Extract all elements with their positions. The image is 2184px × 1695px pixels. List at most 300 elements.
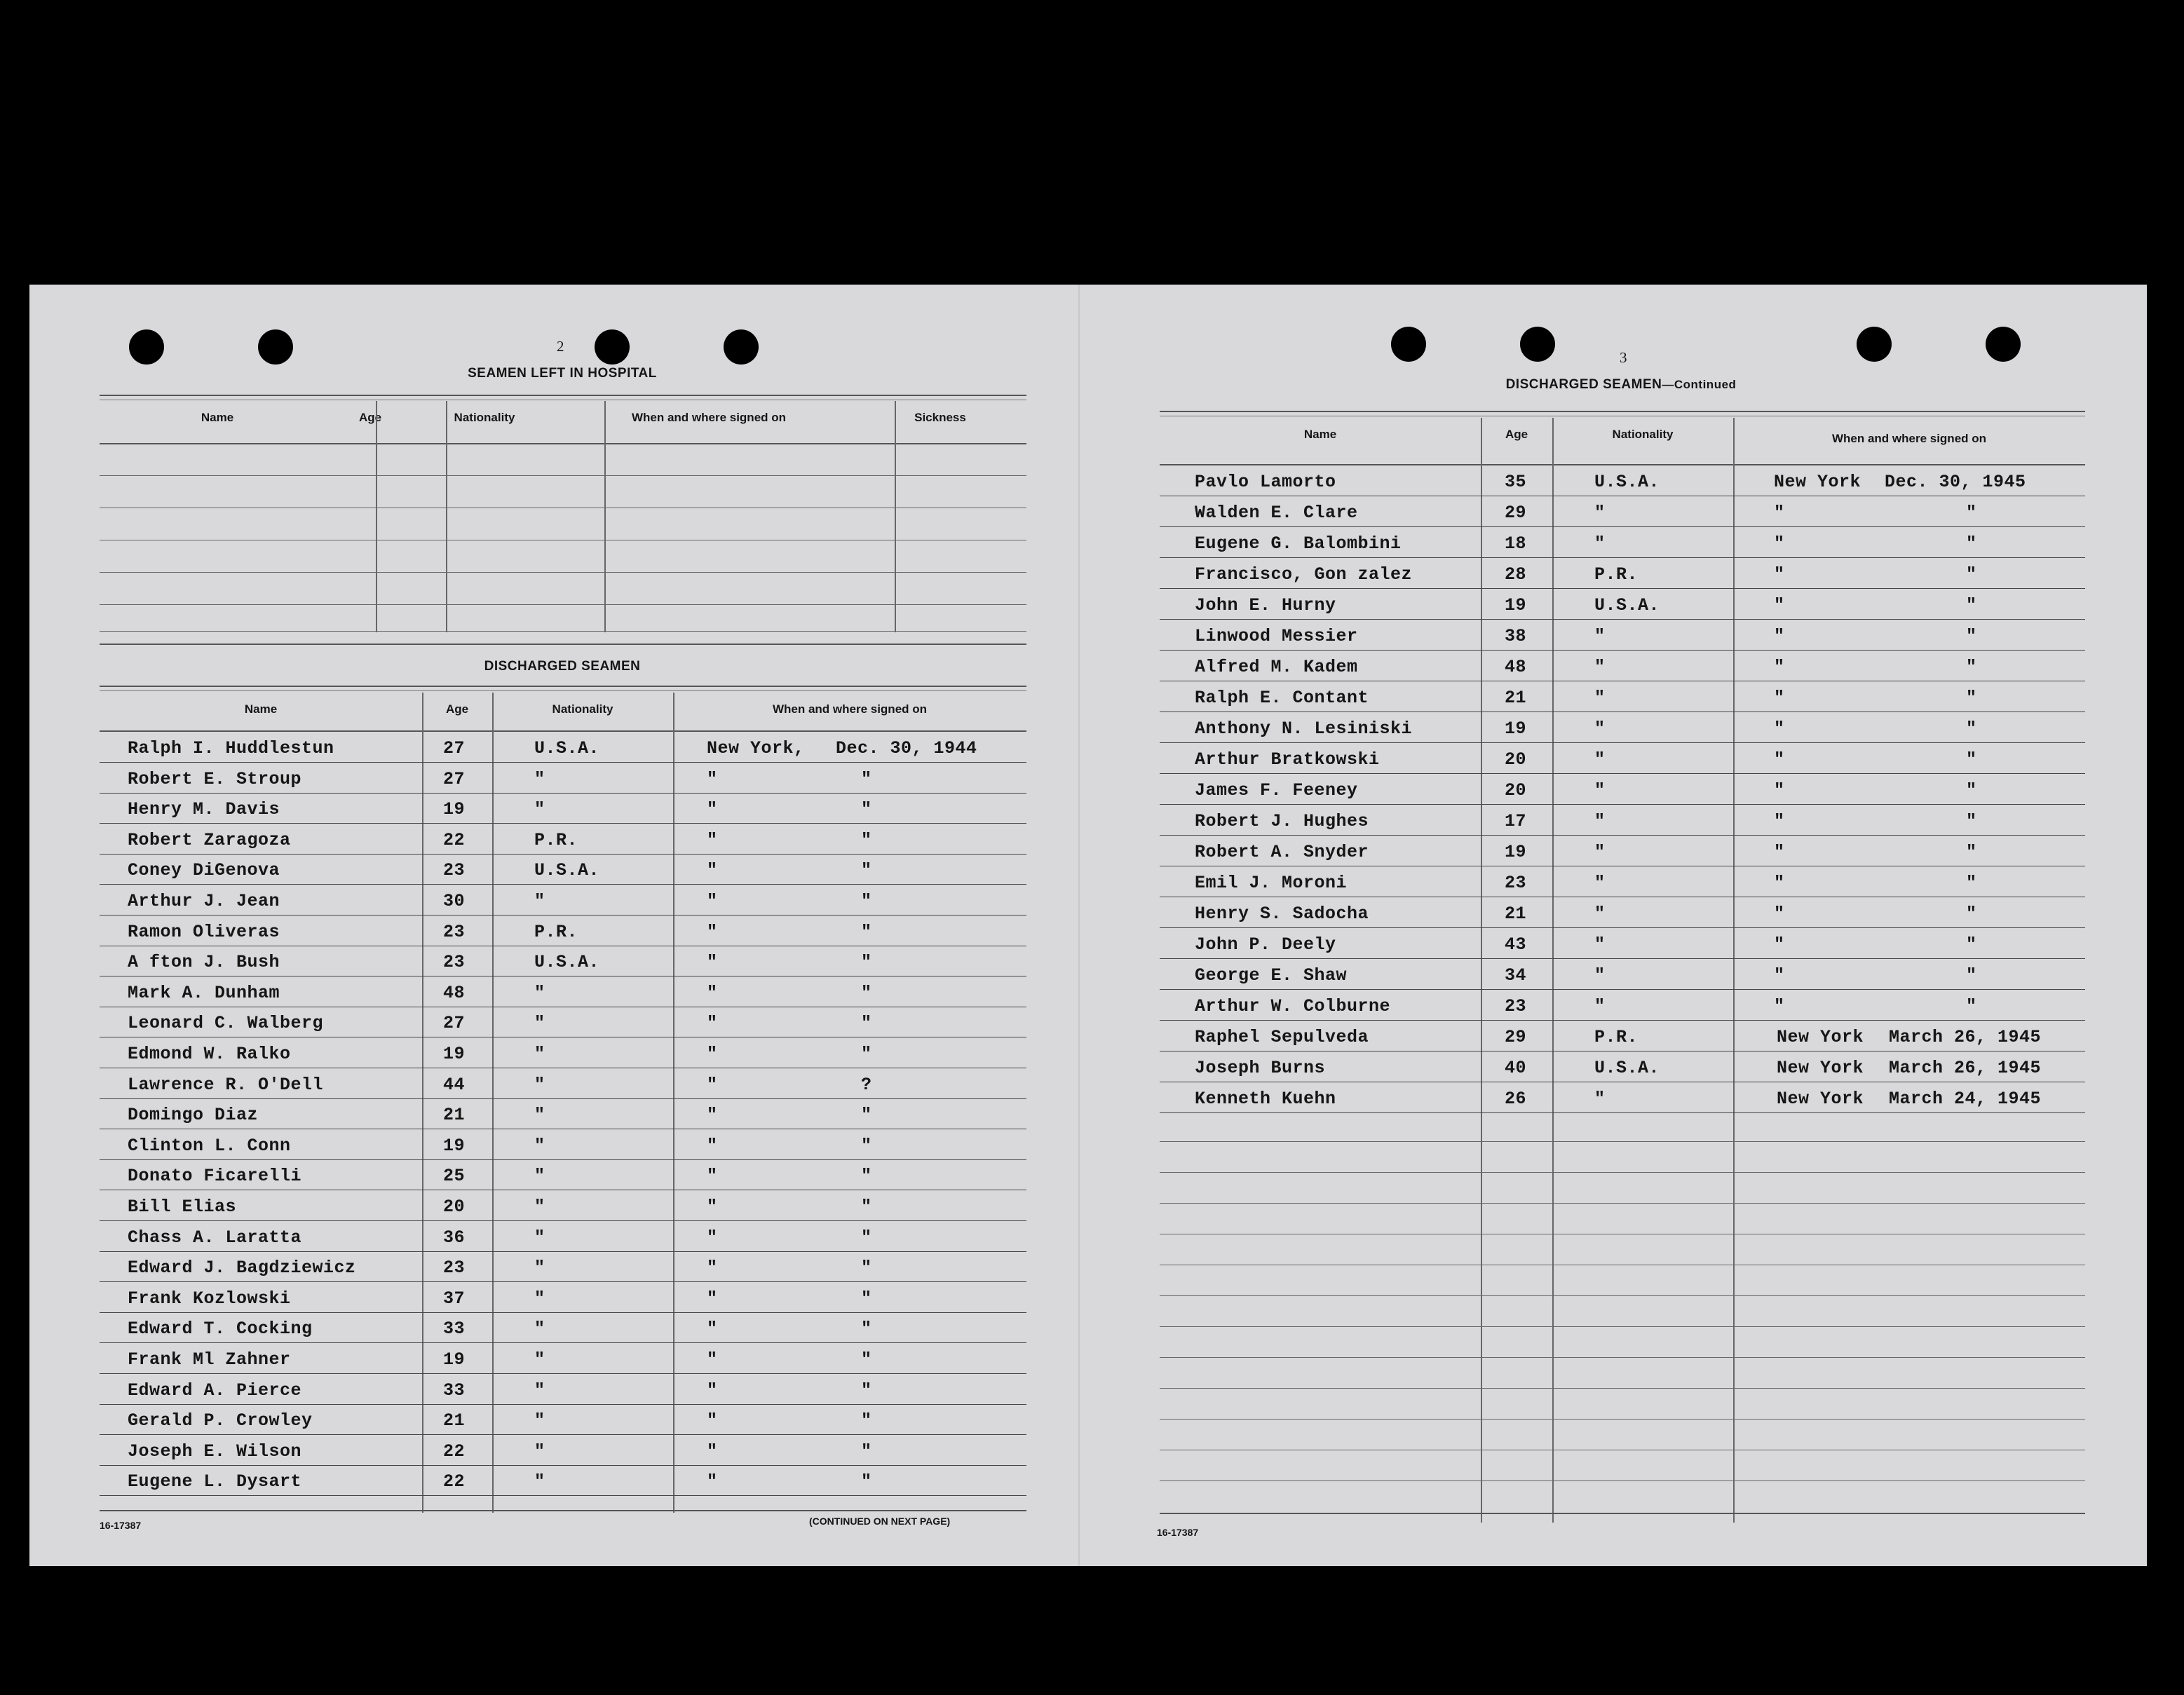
signed-on-date: " bbox=[1966, 626, 1977, 646]
column-header: Age bbox=[358, 411, 382, 424]
signed-on-place: " bbox=[707, 1319, 718, 1340]
column-header: When and where signed on bbox=[1831, 432, 1987, 445]
register-sheet bbox=[29, 285, 2147, 1566]
signed-on-place: " bbox=[707, 1349, 718, 1370]
seaman-nationality: " bbox=[534, 1135, 545, 1156]
seaman-age: 33 bbox=[443, 1380, 466, 1401]
empty-row-line bbox=[100, 631, 1026, 632]
seaman-age: 34 bbox=[1505, 965, 1527, 986]
seaman-age: 17 bbox=[1505, 811, 1527, 831]
seaman-name: Joseph Burns bbox=[1195, 1058, 1326, 1078]
signed-on-date: " bbox=[1966, 811, 1977, 831]
seaman-nationality: U.S.A. bbox=[534, 952, 600, 973]
signed-on-date: " bbox=[1966, 564, 1977, 585]
empty-row-line bbox=[100, 475, 1026, 476]
seaman-age: 19 bbox=[443, 799, 466, 820]
signed-on-place: " bbox=[707, 1471, 718, 1492]
discharged-section-title: DISCHARGED SEAMEN bbox=[484, 659, 641, 674]
seaman-name: Henry S. Sadocha bbox=[1195, 904, 1369, 924]
seaman-name: Anthony N. Lesiniski bbox=[1195, 719, 1413, 739]
table-row bbox=[100, 1098, 1026, 1129]
seaman-age: 29 bbox=[1505, 1027, 1527, 1047]
table-row bbox=[1160, 527, 2085, 558]
seaman-name: Coney DiGenova bbox=[128, 860, 280, 881]
signed-on-date: " bbox=[861, 799, 872, 820]
empty-row-line bbox=[1160, 1326, 2085, 1327]
seaman-nationality: " bbox=[1594, 503, 1606, 523]
table-row bbox=[1160, 589, 2085, 620]
seaman-name: Donato Ficarelli bbox=[128, 1166, 302, 1187]
seaman-age: 26 bbox=[1505, 1089, 1527, 1109]
signed-on-date: ? bbox=[861, 1074, 872, 1095]
signed-on-date: " bbox=[861, 1410, 872, 1431]
signed-on-place: " bbox=[707, 1135, 718, 1156]
seaman-nationality: U.S.A. bbox=[534, 860, 600, 881]
seaman-age: 27 bbox=[443, 738, 466, 758]
signed-on-place: " bbox=[1774, 996, 1785, 1016]
column-divider bbox=[376, 401, 377, 632]
signed-on-date: " bbox=[861, 1105, 872, 1126]
column-header: Name bbox=[244, 702, 278, 716]
seaman-nationality: " bbox=[534, 1471, 545, 1492]
seaman-name: Frank Ml Zahner bbox=[128, 1349, 291, 1370]
seaman-name: Clinton L. Conn bbox=[128, 1135, 291, 1156]
table-row bbox=[1160, 496, 2085, 527]
continued-note: (CONTINUED ON NEXT PAGE) bbox=[809, 1516, 951, 1527]
empty-row-line bbox=[1160, 1357, 2085, 1358]
seaman-nationality: U.S.A. bbox=[1594, 1058, 1660, 1078]
signed-on-place: " bbox=[707, 1258, 718, 1279]
signed-on-date: " bbox=[1966, 996, 1977, 1016]
row-line bbox=[1160, 1112, 2085, 1113]
seaman-name: A fton J. Bush bbox=[128, 952, 280, 973]
seaman-name: Arthur W. Colburne bbox=[1195, 996, 1391, 1016]
signed-on-place: " bbox=[1774, 934, 1785, 955]
seaman-name: Linwood Messier bbox=[1195, 626, 1358, 646]
signed-on-place: " bbox=[1774, 595, 1785, 615]
column-header: Name bbox=[1303, 428, 1337, 441]
column-header: Sickness bbox=[914, 411, 966, 424]
seaman-nationality: " bbox=[1594, 626, 1606, 646]
table-row bbox=[100, 732, 1026, 763]
signed-on-place: " bbox=[707, 1166, 718, 1187]
seaman-name: James F. Feeney bbox=[1195, 780, 1358, 801]
table-row bbox=[100, 1312, 1026, 1343]
table-row bbox=[1160, 681, 2085, 712]
empty-row-line bbox=[100, 572, 1026, 573]
seaman-nationality: " bbox=[1594, 934, 1606, 955]
binder-hole bbox=[1857, 327, 1892, 362]
seaman-age: 23 bbox=[443, 952, 466, 973]
seaman-nationality: U.S.A. bbox=[534, 738, 600, 758]
table-row bbox=[100, 854, 1026, 885]
seaman-name: Robert J. Hughes bbox=[1195, 811, 1369, 831]
table-row bbox=[1160, 651, 2085, 681]
header-rule bbox=[100, 443, 1026, 444]
seaman-name: Leonard C. Walberg bbox=[128, 1013, 324, 1034]
seaman-nationality: " bbox=[534, 799, 545, 820]
seaman-age: 22 bbox=[443, 829, 466, 850]
seaman-age: 22 bbox=[443, 1471, 466, 1492]
seaman-age: 18 bbox=[1505, 533, 1527, 554]
signed-on-place: " bbox=[1774, 657, 1785, 677]
table-row bbox=[100, 793, 1026, 824]
signed-on-place: " bbox=[707, 860, 718, 881]
seaman-name: Robert Zaragoza bbox=[128, 829, 291, 850]
signed-on-place: " bbox=[1774, 719, 1785, 739]
signed-on-place: New York bbox=[1777, 1058, 1864, 1078]
seaman-name: Arthur Bratkowski bbox=[1195, 749, 1380, 770]
seaman-age: 23 bbox=[443, 1258, 466, 1279]
seaman-name: Edmond W. Ralko bbox=[128, 1044, 291, 1064]
seaman-name: Raphel Sepulveda bbox=[1195, 1027, 1369, 1047]
table-row bbox=[100, 1282, 1026, 1313]
seaman-age: 29 bbox=[1505, 503, 1527, 523]
seaman-nationality: " bbox=[1594, 873, 1606, 893]
seaman-name: Joseph E. Wilson bbox=[128, 1441, 302, 1462]
top-rule bbox=[1160, 411, 2085, 412]
column-header: Nationality bbox=[552, 702, 613, 716]
column-header: Nationality bbox=[1612, 428, 1674, 441]
seaman-nationality: " bbox=[534, 1197, 545, 1217]
seaman-nationality: " bbox=[534, 1319, 545, 1340]
signed-on-place: New York bbox=[1777, 1089, 1864, 1109]
signed-on-place: " bbox=[707, 1044, 718, 1064]
column-header: When and where signed on bbox=[631, 411, 787, 424]
table-row bbox=[1160, 465, 2085, 496]
column-header: Age bbox=[1505, 428, 1528, 441]
column-header: Nationality bbox=[454, 411, 515, 424]
table-row bbox=[100, 1159, 1026, 1190]
page-number: 2 bbox=[557, 338, 564, 355]
bottom-rule bbox=[100, 1510, 1026, 1511]
binder-hole bbox=[1391, 327, 1426, 362]
signed-on-place: " bbox=[707, 982, 718, 1003]
seaman-age: 38 bbox=[1505, 626, 1527, 646]
signed-on-date: " bbox=[861, 1349, 872, 1370]
signed-on-place: " bbox=[1774, 749, 1785, 770]
seaman-name: Ralph E. Contant bbox=[1195, 688, 1369, 708]
signed-on-date: " bbox=[1966, 904, 1977, 924]
table-row bbox=[100, 1190, 1026, 1221]
seaman-name: Pavlo Lamorto bbox=[1195, 472, 1336, 492]
signed-on-place: " bbox=[1774, 965, 1785, 986]
seaman-age: 27 bbox=[443, 1013, 466, 1034]
seaman-age: 19 bbox=[443, 1044, 466, 1064]
seaman-nationality: P.R. bbox=[1594, 1027, 1639, 1047]
signed-on-place: " bbox=[1774, 533, 1785, 554]
seaman-age: 21 bbox=[1505, 904, 1527, 924]
seaman-nationality: " bbox=[1594, 749, 1606, 770]
signed-on-date: " bbox=[861, 1135, 872, 1156]
table-row bbox=[1160, 743, 2085, 774]
empty-row-line bbox=[1160, 1172, 2085, 1173]
signed-on-place: " bbox=[707, 1410, 718, 1431]
table-row bbox=[1160, 928, 2085, 959]
seaman-name: Alfred M. Kadem bbox=[1195, 657, 1358, 677]
table-row bbox=[1160, 558, 2085, 589]
seaman-nationality: " bbox=[534, 982, 545, 1003]
signed-on-place: " bbox=[707, 1105, 718, 1126]
seaman-name: Edward A. Pierce bbox=[128, 1380, 302, 1401]
page-fold bbox=[1078, 285, 1080, 1566]
title-main: DISCHARGED SEAMEN bbox=[1505, 377, 1662, 392]
table-row bbox=[100, 946, 1026, 976]
seaman-age: 20 bbox=[443, 1197, 466, 1217]
signed-on-place: " bbox=[1774, 626, 1785, 646]
signed-on-date: " bbox=[861, 1013, 872, 1034]
seaman-nationality: " bbox=[534, 1441, 545, 1462]
table-row bbox=[1160, 836, 2085, 866]
seaman-nationality: " bbox=[534, 1166, 545, 1187]
table-row bbox=[1160, 805, 2085, 836]
signed-on-date: " bbox=[1966, 688, 1977, 708]
signed-on-date: " bbox=[1966, 595, 1977, 615]
signed-on-date: " bbox=[861, 921, 872, 942]
table-row bbox=[1160, 959, 2085, 990]
seaman-age: 48 bbox=[1505, 657, 1527, 677]
seaman-name: Mark A. Dunham bbox=[128, 982, 280, 1003]
seaman-nationality: " bbox=[534, 891, 545, 911]
table-row bbox=[100, 824, 1026, 855]
signed-on-date: " bbox=[861, 1197, 872, 1217]
signed-on-date: " bbox=[861, 952, 872, 973]
column-divider bbox=[604, 401, 606, 632]
signed-on-date: " bbox=[861, 1380, 872, 1401]
signed-on-place: " bbox=[1774, 873, 1785, 893]
column-divider bbox=[446, 401, 447, 632]
seaman-age: 21 bbox=[443, 1105, 466, 1126]
seaman-age: 44 bbox=[443, 1074, 466, 1095]
seaman-age: 19 bbox=[443, 1135, 466, 1156]
seaman-nationality: " bbox=[534, 1227, 545, 1248]
table-row bbox=[100, 1221, 1026, 1252]
signed-on-date: " bbox=[1966, 749, 1977, 770]
empty-row-line bbox=[1160, 1388, 2085, 1389]
seaman-nationality: " bbox=[1594, 780, 1606, 801]
binder-hole bbox=[595, 329, 630, 365]
binder-hole bbox=[724, 329, 759, 365]
hospital-section-title: SEAMEN LEFT IN HOSPITAL bbox=[468, 366, 657, 381]
section-rule bbox=[100, 644, 1026, 645]
title-continued: —Continued bbox=[1662, 378, 1737, 391]
signed-on-place: New York, bbox=[707, 738, 805, 758]
signed-on-date: " bbox=[1966, 719, 1977, 739]
seaman-nationality: " bbox=[534, 1288, 545, 1309]
signed-on-place: " bbox=[707, 1013, 718, 1034]
signed-on-date: Dec. 30, 1945 bbox=[1885, 472, 2026, 492]
table-row bbox=[1160, 897, 2085, 928]
seaman-name: Emil J. Moroni bbox=[1195, 873, 1348, 893]
seaman-age: 23 bbox=[443, 860, 466, 881]
seaman-name: Eugene G. Balombini bbox=[1195, 533, 1402, 554]
empty-row-line bbox=[1160, 1419, 2085, 1420]
seaman-age: 20 bbox=[1505, 749, 1527, 770]
seaman-age: 21 bbox=[443, 1410, 466, 1431]
signed-on-place: " bbox=[1774, 842, 1785, 862]
table-row bbox=[100, 1007, 1026, 1037]
seaman-age: 28 bbox=[1505, 564, 1527, 585]
seaman-age: 36 bbox=[443, 1227, 466, 1248]
seaman-nationality: " bbox=[534, 768, 545, 789]
seaman-name: Henry M. Davis bbox=[128, 799, 280, 820]
seaman-age: 22 bbox=[443, 1441, 466, 1462]
seaman-age: 21 bbox=[1505, 688, 1527, 708]
seaman-age: 43 bbox=[1505, 934, 1527, 955]
empty-row-line bbox=[1160, 1295, 2085, 1296]
signed-on-date: " bbox=[861, 1441, 872, 1462]
seaman-nationality: " bbox=[1594, 1089, 1606, 1109]
form-number: 16-17387 bbox=[100, 1520, 142, 1531]
signed-on-date: " bbox=[1966, 934, 1977, 955]
seaman-name: Walden E. Clare bbox=[1195, 503, 1358, 523]
table-row bbox=[100, 1251, 1026, 1282]
signed-on-place: " bbox=[707, 1380, 718, 1401]
signed-on-place: " bbox=[707, 1074, 718, 1095]
seaman-nationality: " bbox=[1594, 811, 1606, 831]
row-line bbox=[100, 1495, 1026, 1496]
seaman-age: 40 bbox=[1505, 1058, 1527, 1078]
signed-on-date: " bbox=[861, 1319, 872, 1340]
seaman-nationality: " bbox=[1594, 965, 1606, 986]
signed-on-place: " bbox=[1774, 564, 1785, 585]
signed-on-place: " bbox=[707, 1197, 718, 1217]
signed-on-date: " bbox=[861, 982, 872, 1003]
signed-on-place: " bbox=[707, 1288, 718, 1309]
seaman-name: Bill Elias bbox=[128, 1197, 237, 1217]
table-row bbox=[100, 1068, 1026, 1099]
signed-on-place: " bbox=[1774, 503, 1785, 523]
seaman-nationality: " bbox=[1594, 533, 1606, 554]
seaman-name: Lawrence R. O'Dell bbox=[128, 1074, 324, 1095]
seaman-nationality: " bbox=[1594, 996, 1606, 1016]
signed-on-place: " bbox=[1774, 780, 1785, 801]
signed-on-date: " bbox=[1966, 657, 1977, 677]
signed-on-date: " bbox=[1966, 503, 1977, 523]
seaman-nationality: " bbox=[534, 1410, 545, 1431]
seaman-age: 23 bbox=[1505, 996, 1527, 1016]
table-row bbox=[100, 1343, 1026, 1374]
seaman-age: 19 bbox=[1505, 595, 1527, 615]
table-row bbox=[1160, 866, 2085, 897]
seaman-nationality: " bbox=[1594, 904, 1606, 924]
seaman-name: George E. Shaw bbox=[1195, 965, 1348, 986]
table-row bbox=[100, 976, 1026, 1007]
seaman-nationality: " bbox=[534, 1013, 545, 1034]
seaman-nationality: P.R. bbox=[534, 921, 578, 942]
seaman-nationality: P.R. bbox=[1594, 564, 1639, 585]
signed-on-date: March 26, 1945 bbox=[1889, 1058, 2042, 1078]
seaman-name: Francisco, Gon zalez bbox=[1195, 564, 1413, 585]
signed-on-date: Dec. 30, 1944 bbox=[836, 738, 977, 758]
seaman-name: Robert A. Snyder bbox=[1195, 842, 1369, 862]
signed-on-place: " bbox=[707, 952, 718, 973]
seaman-name: Kenneth Kuehn bbox=[1195, 1089, 1336, 1109]
seaman-nationality: U.S.A. bbox=[1594, 472, 1660, 492]
signed-on-date: " bbox=[861, 891, 872, 911]
seaman-name: Eugene L. Dysart bbox=[128, 1471, 302, 1492]
signed-on-date: " bbox=[861, 1471, 872, 1492]
signed-on-date: March 26, 1945 bbox=[1889, 1027, 2042, 1047]
signed-on-date: " bbox=[861, 1258, 872, 1279]
empty-row-line bbox=[1160, 1141, 2085, 1142]
signed-on-date: " bbox=[861, 1288, 872, 1309]
signed-on-place: " bbox=[1774, 811, 1785, 831]
seaman-age: 30 bbox=[443, 891, 466, 911]
empty-row-line bbox=[1160, 1203, 2085, 1204]
table-row bbox=[100, 1404, 1026, 1435]
signed-on-place: " bbox=[707, 829, 718, 850]
table-row bbox=[1160, 1082, 2085, 1113]
seaman-name: Frank Kozlowski bbox=[128, 1288, 291, 1309]
empty-row-line bbox=[100, 604, 1026, 605]
seaman-name: Domingo Diaz bbox=[128, 1105, 259, 1126]
signed-on-date: " bbox=[1966, 965, 1977, 986]
signed-on-place: " bbox=[1774, 688, 1785, 708]
seaman-name: John P. Deely bbox=[1195, 934, 1336, 955]
binder-hole bbox=[1986, 327, 2021, 362]
signed-on-place: " bbox=[707, 1227, 718, 1248]
signed-on-place: " bbox=[1774, 904, 1785, 924]
table-row bbox=[1160, 774, 2085, 805]
column-divider bbox=[895, 401, 896, 632]
signed-on-place: New York bbox=[1774, 472, 1861, 492]
signed-on-date: " bbox=[1966, 780, 1977, 801]
seaman-nationality: " bbox=[1594, 688, 1606, 708]
seaman-nationality: " bbox=[534, 1258, 545, 1279]
seaman-age: 19 bbox=[1505, 842, 1527, 862]
seaman-age: 23 bbox=[1505, 873, 1527, 893]
seaman-age: 48 bbox=[443, 982, 466, 1003]
page-number: 3 bbox=[1620, 349, 1627, 366]
column-header: Name bbox=[201, 411, 234, 424]
signed-on-date: March 24, 1945 bbox=[1889, 1089, 2042, 1109]
table-row bbox=[1160, 712, 2085, 743]
seaman-name: Chass A. Laratta bbox=[128, 1227, 302, 1248]
seaman-name: Edward T. Cocking bbox=[128, 1319, 313, 1340]
column-header: Age bbox=[445, 702, 469, 716]
signed-on-date: " bbox=[861, 768, 872, 789]
bottom-rule bbox=[1160, 1513, 2085, 1514]
seaman-nationality: " bbox=[1594, 719, 1606, 739]
discharged-continued-title bbox=[1446, 377, 1796, 393]
seaman-age: 23 bbox=[443, 921, 466, 942]
top-rule bbox=[100, 395, 1026, 396]
table-row bbox=[100, 1374, 1026, 1405]
seaman-age: 20 bbox=[1505, 780, 1527, 801]
binder-hole bbox=[1520, 327, 1555, 362]
seaman-age: 35 bbox=[1505, 472, 1527, 492]
seaman-nationality: " bbox=[534, 1074, 545, 1095]
signed-on-place: " bbox=[707, 768, 718, 789]
seaman-nationality: " bbox=[534, 1380, 545, 1401]
seaman-nationality: U.S.A. bbox=[1594, 595, 1660, 615]
seaman-age: 19 bbox=[1505, 719, 1527, 739]
seaman-nationality: " bbox=[1594, 842, 1606, 862]
signed-on-date: " bbox=[861, 829, 872, 850]
binder-hole bbox=[258, 329, 293, 365]
signed-on-place: " bbox=[707, 921, 718, 942]
seaman-nationality: " bbox=[534, 1044, 545, 1064]
signed-on-date: " bbox=[1966, 533, 1977, 554]
signed-on-place: New York bbox=[1777, 1027, 1864, 1047]
seaman-nationality: P.R. bbox=[534, 829, 578, 850]
table-row bbox=[100, 1129, 1026, 1160]
signed-on-date: " bbox=[861, 1227, 872, 1248]
table-row bbox=[100, 1465, 1026, 1496]
table-row bbox=[1160, 1051, 2085, 1082]
seaman-name: Ralph I. Huddlestun bbox=[128, 738, 334, 758]
